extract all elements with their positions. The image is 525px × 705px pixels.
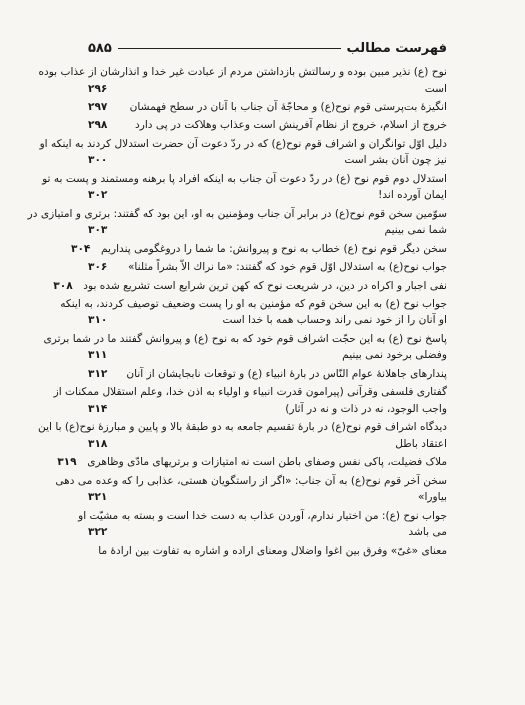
toc-entry-text: پندارهای جاهلانهٔ عوام النّاس در بارهٔ انبیاء (ع) و توقعات نابجایشان از آنان [126, 367, 447, 380]
toc-entry-text: ملاک فضیلت، پاکی نفس وصفای باطن است نه امتیازات و برتریهای مادّی وظاهری [87, 456, 447, 469]
toc-entry-line [38, 419, 447, 436]
toc-entry-page: ۳۱۸ [88, 437, 108, 450]
toc-entry [70, 241, 447, 258]
toc-entry-text: استدلال دوم قوم نوح (ع) در ردّ دعوت آن جناب به اینکه افراد پا برهنه ومستمند و پست به تو [42, 172, 447, 185]
toc-entry-page: ۳۱۰ [88, 314, 108, 327]
toc-entry-page: ۳۱۹ [57, 456, 77, 469]
toc-entry-text: بیاورا» [417, 491, 447, 504]
toc-entry-line [88, 347, 447, 364]
toc-entry-line [27, 206, 447, 223]
toc-entry-text: معنای «غیّ» وفرق بین اغوا واضلال ومعنای اراده و اشاره به تفاوت بین ارادهٔ ما [98, 544, 447, 557]
toc-entry-line [57, 454, 447, 471]
toc-entry-line [53, 278, 447, 295]
toc-entry-text: پاسخ نوح (ع) به این حجّت اشراف قوم خود که به نوح (ع) و پیروانش گفتند ما در شما برتری [43, 332, 447, 345]
toc-entry-page: ۳۰۲ [88, 189, 108, 202]
toc-entry [27, 206, 447, 239]
toc-entry-line [88, 81, 447, 98]
toc-entry-text: نفی اجبار و اکراه در دین، در شریعت نوح که کهن ترین شرایع است تشریع شده بود [83, 279, 447, 292]
page-header [88, 38, 447, 58]
toc-entry-page: ۳۲۲ [88, 526, 108, 539]
toc-entry-line [88, 366, 447, 383]
toc-entry-text: وفضلی برخود نمی بینیم [342, 349, 447, 362]
toc-entry-text: سخن دیگر قوم نوح (ع) خطاب به نوح و پیروانش: ما شما را دروغگومی پنداریم [100, 242, 447, 255]
toc-entry [43, 331, 447, 364]
toc-entry-text: جواب نوح(ع) به استدلال اوّل قوم خود که گفتند: «ما نراك الاّ بشراً مثلنا» [127, 261, 447, 274]
toc-entry-text: سخن آخر قوم نوح(ع) به آن جناب: «اگر از راستگویان هستی، عذابی را که وعده می دهی [55, 474, 447, 487]
toc-entry [60, 296, 447, 329]
toc-entry-line [88, 259, 447, 276]
toc-entry-page: ۳۰۰ [88, 154, 108, 167]
toc-entry [53, 278, 447, 295]
toc-entry-text: می باشد [408, 526, 447, 539]
toc-entry-page: ۲۹۷ [88, 100, 108, 113]
page-number: ۵۸۵ [88, 40, 112, 56]
toc-entry-line [88, 543, 447, 560]
toc-entry-line [38, 64, 447, 81]
toc-entry [88, 366, 447, 383]
toc-entry-text: سوّمین سخن قوم نوح(ع) در برابر آن جناب ومؤمنین به او، این بود که گفتند: برتری و امتیازی در [27, 207, 447, 220]
toc-entry-line [88, 489, 447, 506]
running-title: فهرست مطالب [346, 40, 447, 56]
toc-entry-page: ۳۱۲ [88, 367, 108, 380]
toc-entry-line [88, 436, 447, 453]
toc-entry-line [53, 384, 447, 401]
toc-entry [39, 136, 447, 169]
toc-entry-line [88, 99, 447, 116]
toc-entry-page: ۳۲۱ [88, 491, 108, 504]
toc-entry [57, 454, 447, 471]
toc-entry-line [70, 241, 447, 258]
toc-entry-page: ۳۰۴ [70, 242, 91, 255]
toc-entry [88, 117, 447, 134]
toc-entry-text: ایمان آورده اند! [378, 189, 447, 202]
toc-entry-line [88, 187, 447, 204]
toc-entry [55, 473, 447, 506]
table-of-contents [27, 64, 447, 561]
header-rule [118, 48, 341, 49]
toc-entry-line [88, 152, 447, 169]
toc-entry-page: ۳۰۶ [88, 261, 108, 274]
toc-entry [78, 508, 447, 541]
toc-entry-line [88, 312, 447, 329]
toc-entry [53, 384, 447, 417]
toc-entry-line [88, 222, 447, 239]
toc-entry-text: جواب نوح (ع) به این سخن قوم که مؤمنین به او را پست وضعیف توصیف کردند، به اینکه [60, 297, 447, 310]
toc-entry-line [39, 136, 447, 153]
toc-entry-line [55, 473, 447, 490]
toc-entry-page: ۲۹۶ [88, 82, 108, 95]
toc-entry-line [60, 296, 447, 313]
toc-entry-text: خروج از اسلام، خروج از نظام آفرینش است وعذاب وهلاکت در پی دارد [135, 119, 447, 132]
toc-entry-line [78, 508, 447, 525]
toc-entry [38, 419, 447, 452]
toc-entry-text: نوح (ع) نذیر مبین بوده و رسالتش بازداشتن مردم از عبادت غیر خدا و انذارشان از عذاب بوده [38, 66, 447, 78]
toc-entry-line [88, 117, 447, 134]
toc-entry-text: انگیزهٔ بت‌پرستی قوم نوح(ع) و محاجّهٔ آن جناب با آنان در سطح فهمشان [129, 100, 447, 113]
toc-entry-text: دیدگاه اشراف قوم نوح(ع) در بارهٔ تقسیم جامعه به دو طبقهٔ بالا و پایین و مبارزهٔ نوح(ع) با این [38, 421, 447, 434]
toc-entry-page: ۲۹۸ [88, 119, 108, 132]
toc-entry-text: جواب نوح (ع): من اختیار ندارم، آوردن عذاب به دست خدا است و بسته به مشیّت او [78, 509, 447, 522]
toc-entry [88, 543, 447, 560]
toc-entry-text: نیز چون آنان بشر است [344, 154, 447, 167]
toc-entry [38, 64, 447, 97]
toc-entry-line [42, 171, 447, 188]
toc-entry-page: ۳۰۳ [88, 224, 108, 237]
toc-entry [88, 99, 447, 116]
toc-entry-line [43, 331, 447, 348]
toc-entry-line [88, 401, 447, 418]
toc-entry-text: شما نمی بینیم [384, 224, 447, 237]
toc-entry-text: واجب الوجود، نه در ذات و نه در آثار) [285, 402, 447, 415]
toc-entry-text: او آنان را از خود نمی راند وحساب همه با خدا است [222, 314, 447, 327]
toc-entry-page: ۳۱۱ [88, 349, 108, 362]
toc-entry-line [88, 524, 447, 541]
toc-entry-page: ۳۰۸ [53, 279, 73, 292]
toc-entry-text: اعتقاد باطل [395, 437, 447, 450]
toc-entry-text: است [424, 82, 447, 95]
toc-entry-text: گفتاری فلسفی وقرآنی (پیرامون قدرت انبیاء و اولیاء به اذن خدا، وعلم استقلال ممکنات از [53, 386, 447, 399]
toc-entry [88, 259, 447, 276]
toc-entry-text: دلیل اوّل توانگران و اشراف قوم نوح(ع) که در ردّ دعوت آن حضرت استدلال کردند به اینکه او [39, 137, 447, 150]
toc-entry-page: ۳۱۴ [88, 402, 108, 415]
toc-entry [42, 171, 447, 204]
